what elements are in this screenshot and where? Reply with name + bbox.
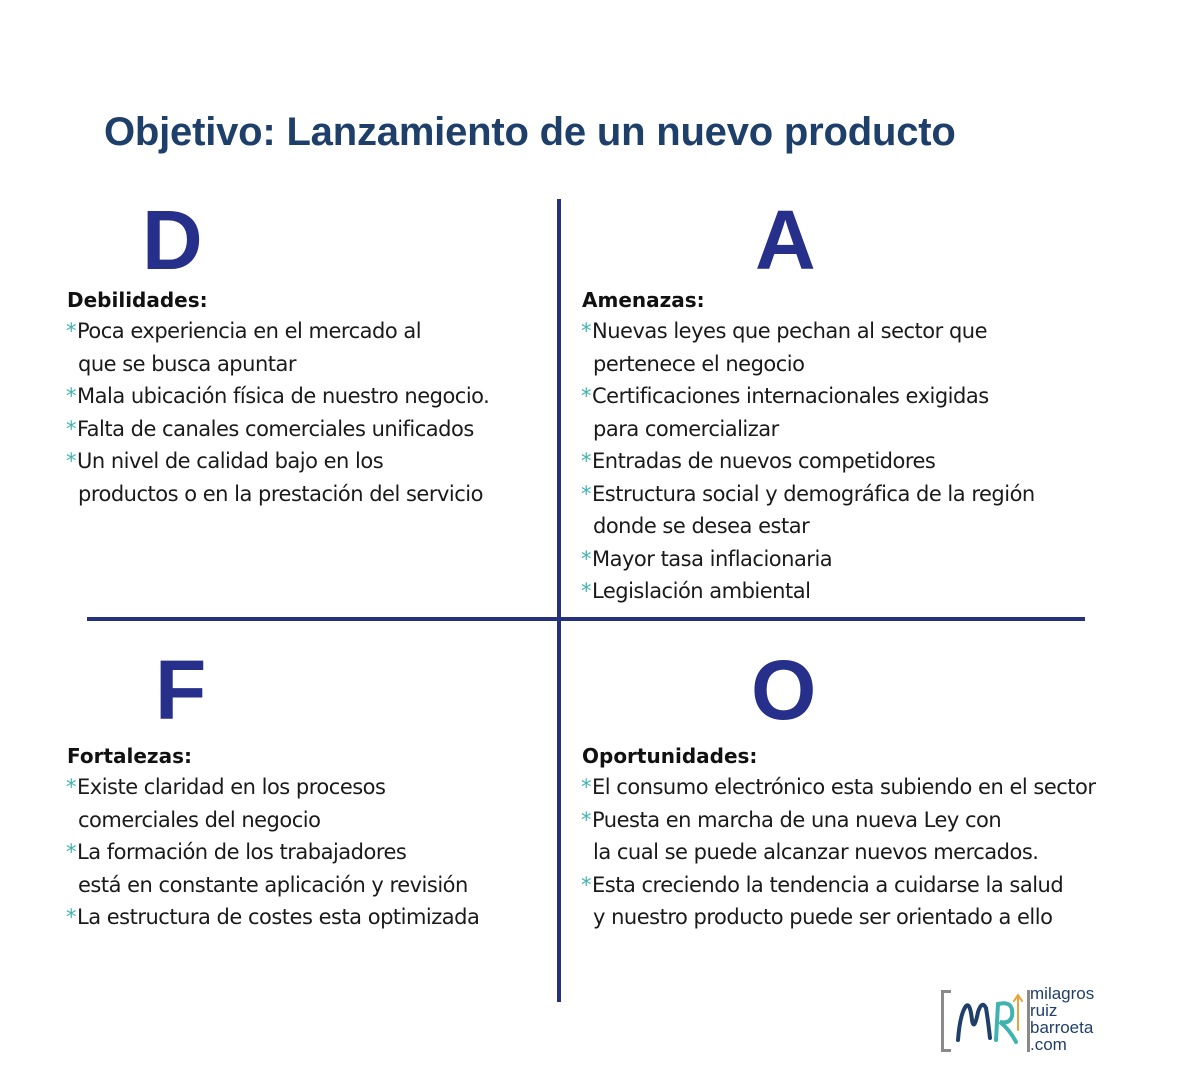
logo-text-line: milagros — [1030, 984, 1095, 1003]
item-text-continuation: para comercializar — [593, 416, 779, 441]
bullet-asterisk: * — [581, 319, 591, 343]
bullet-asterisk: * — [66, 416, 76, 441]
item-text: Existe claridad en los procesos — [77, 775, 386, 799]
bullet-asterisk: * — [581, 384, 591, 408]
logo-text-line: barroeta — [1030, 1018, 1094, 1037]
list-item — [581, 380, 1035, 445]
list-item — [581, 804, 1096, 869]
item-text: La formación de los trabajadores — [77, 840, 407, 864]
item-text-continuation: está en constante aplicación y revisión — [78, 872, 468, 897]
quadrant-letter-f: F — [155, 643, 207, 737]
item-text-continuation: comerciales del negocio — [78, 807, 321, 832]
list-item — [581, 543, 1035, 576]
bullet-asterisk: * — [66, 905, 76, 929]
bullet-asterisk: * — [581, 872, 591, 897]
list-item — [66, 901, 479, 934]
list-item — [581, 771, 1096, 804]
list-item — [581, 315, 1035, 380]
page-title: Objetivo: Lanzamiento de un nuevo producto — [104, 110, 956, 154]
vertical-axis-line — [557, 199, 561, 1002]
oportunidades-heading: Oportunidades: — [582, 744, 758, 768]
item-text-continuation: que se busca apuntar — [78, 351, 296, 376]
logo-text-line: .com — [1030, 1035, 1067, 1054]
bullet-asterisk: * — [581, 579, 591, 603]
list-item — [581, 575, 1035, 608]
quadrant-letter-d: D — [142, 193, 203, 287]
item-text: El consumo electrónico esta subiendo en el sector — [592, 775, 1096, 799]
item-text-continuation: productos o en la prestación del servicio — [78, 481, 483, 506]
item-text: Legislación ambiental — [592, 579, 811, 603]
amenazas-heading: Amenazas: — [582, 288, 705, 312]
amenazas-list — [581, 315, 1035, 608]
logo-text — [1030, 985, 1094, 1053]
horizontal-axis-line — [87, 617, 1085, 621]
bullet-asterisk: * — [66, 384, 76, 408]
item-text: Falta de canales comerciales unificados — [77, 416, 474, 441]
list-item — [581, 445, 1035, 478]
quadrant-letter-o: O — [751, 643, 817, 737]
bullet-asterisk: * — [66, 775, 76, 799]
item-text-continuation: la cual se puede alcanzar nuevos mercados. — [593, 840, 1039, 864]
list-item — [581, 478, 1035, 543]
oportunidades-list — [581, 771, 1096, 934]
item-text: La estructura de costes esta optimizada — [77, 905, 480, 929]
bullet-asterisk: * — [66, 319, 76, 343]
list-item — [581, 869, 1096, 934]
logo-mark-icon — [941, 990, 1030, 1052]
bullet-asterisk: * — [66, 449, 76, 473]
brand-logo — [941, 985, 1119, 1055]
debilidades-heading: Debilidades: — [67, 288, 208, 312]
item-text: Esta creciendo la tendencia a cuidarse la salud — [592, 872, 1064, 897]
bullet-asterisk: * — [581, 775, 591, 799]
list-item — [66, 413, 489, 446]
bullet-asterisk: * — [581, 449, 591, 473]
list-item — [66, 771, 479, 836]
list-item — [66, 315, 489, 380]
list-item — [66, 380, 489, 413]
item-text: Mayor tasa inflacionaria — [592, 546, 833, 571]
item-text: Mala ubicación física de nuestro negocio. — [77, 384, 490, 408]
item-text: Entradas de nuevos competidores — [592, 449, 936, 473]
list-item — [66, 445, 489, 510]
item-text: Poca experiencia en el mercado al — [77, 319, 422, 343]
bullet-asterisk: * — [581, 481, 591, 506]
fortalezas-list — [66, 771, 479, 934]
item-text: Nuevas leyes que pechan al sector que — [592, 319, 987, 343]
item-text: Puesta en marcha de una nueva Ley con — [592, 807, 1002, 832]
quadrant-letter-a: A — [755, 193, 816, 287]
item-text-continuation: y nuestro producto puede ser orientado a ello — [593, 905, 1053, 929]
bullet-asterisk: * — [66, 840, 76, 864]
item-text-continuation: donde se desea estar — [593, 514, 810, 538]
item-text: Un nivel de calidad bajo en los — [77, 449, 384, 473]
bullet-asterisk: * — [581, 807, 591, 832]
debilidades-list — [66, 315, 489, 510]
logo-text-line: ruiz — [1030, 1001, 1058, 1020]
item-text-continuation: pertenece el negocio — [593, 351, 805, 376]
fortalezas-heading: Fortalezas: — [67, 744, 192, 768]
item-text: Certificaciones internacionales exigidas — [592, 384, 989, 408]
list-item — [66, 836, 479, 901]
item-text: Estructura social y demográfica de la región — [592, 481, 1035, 506]
bullet-asterisk: * — [581, 546, 591, 571]
